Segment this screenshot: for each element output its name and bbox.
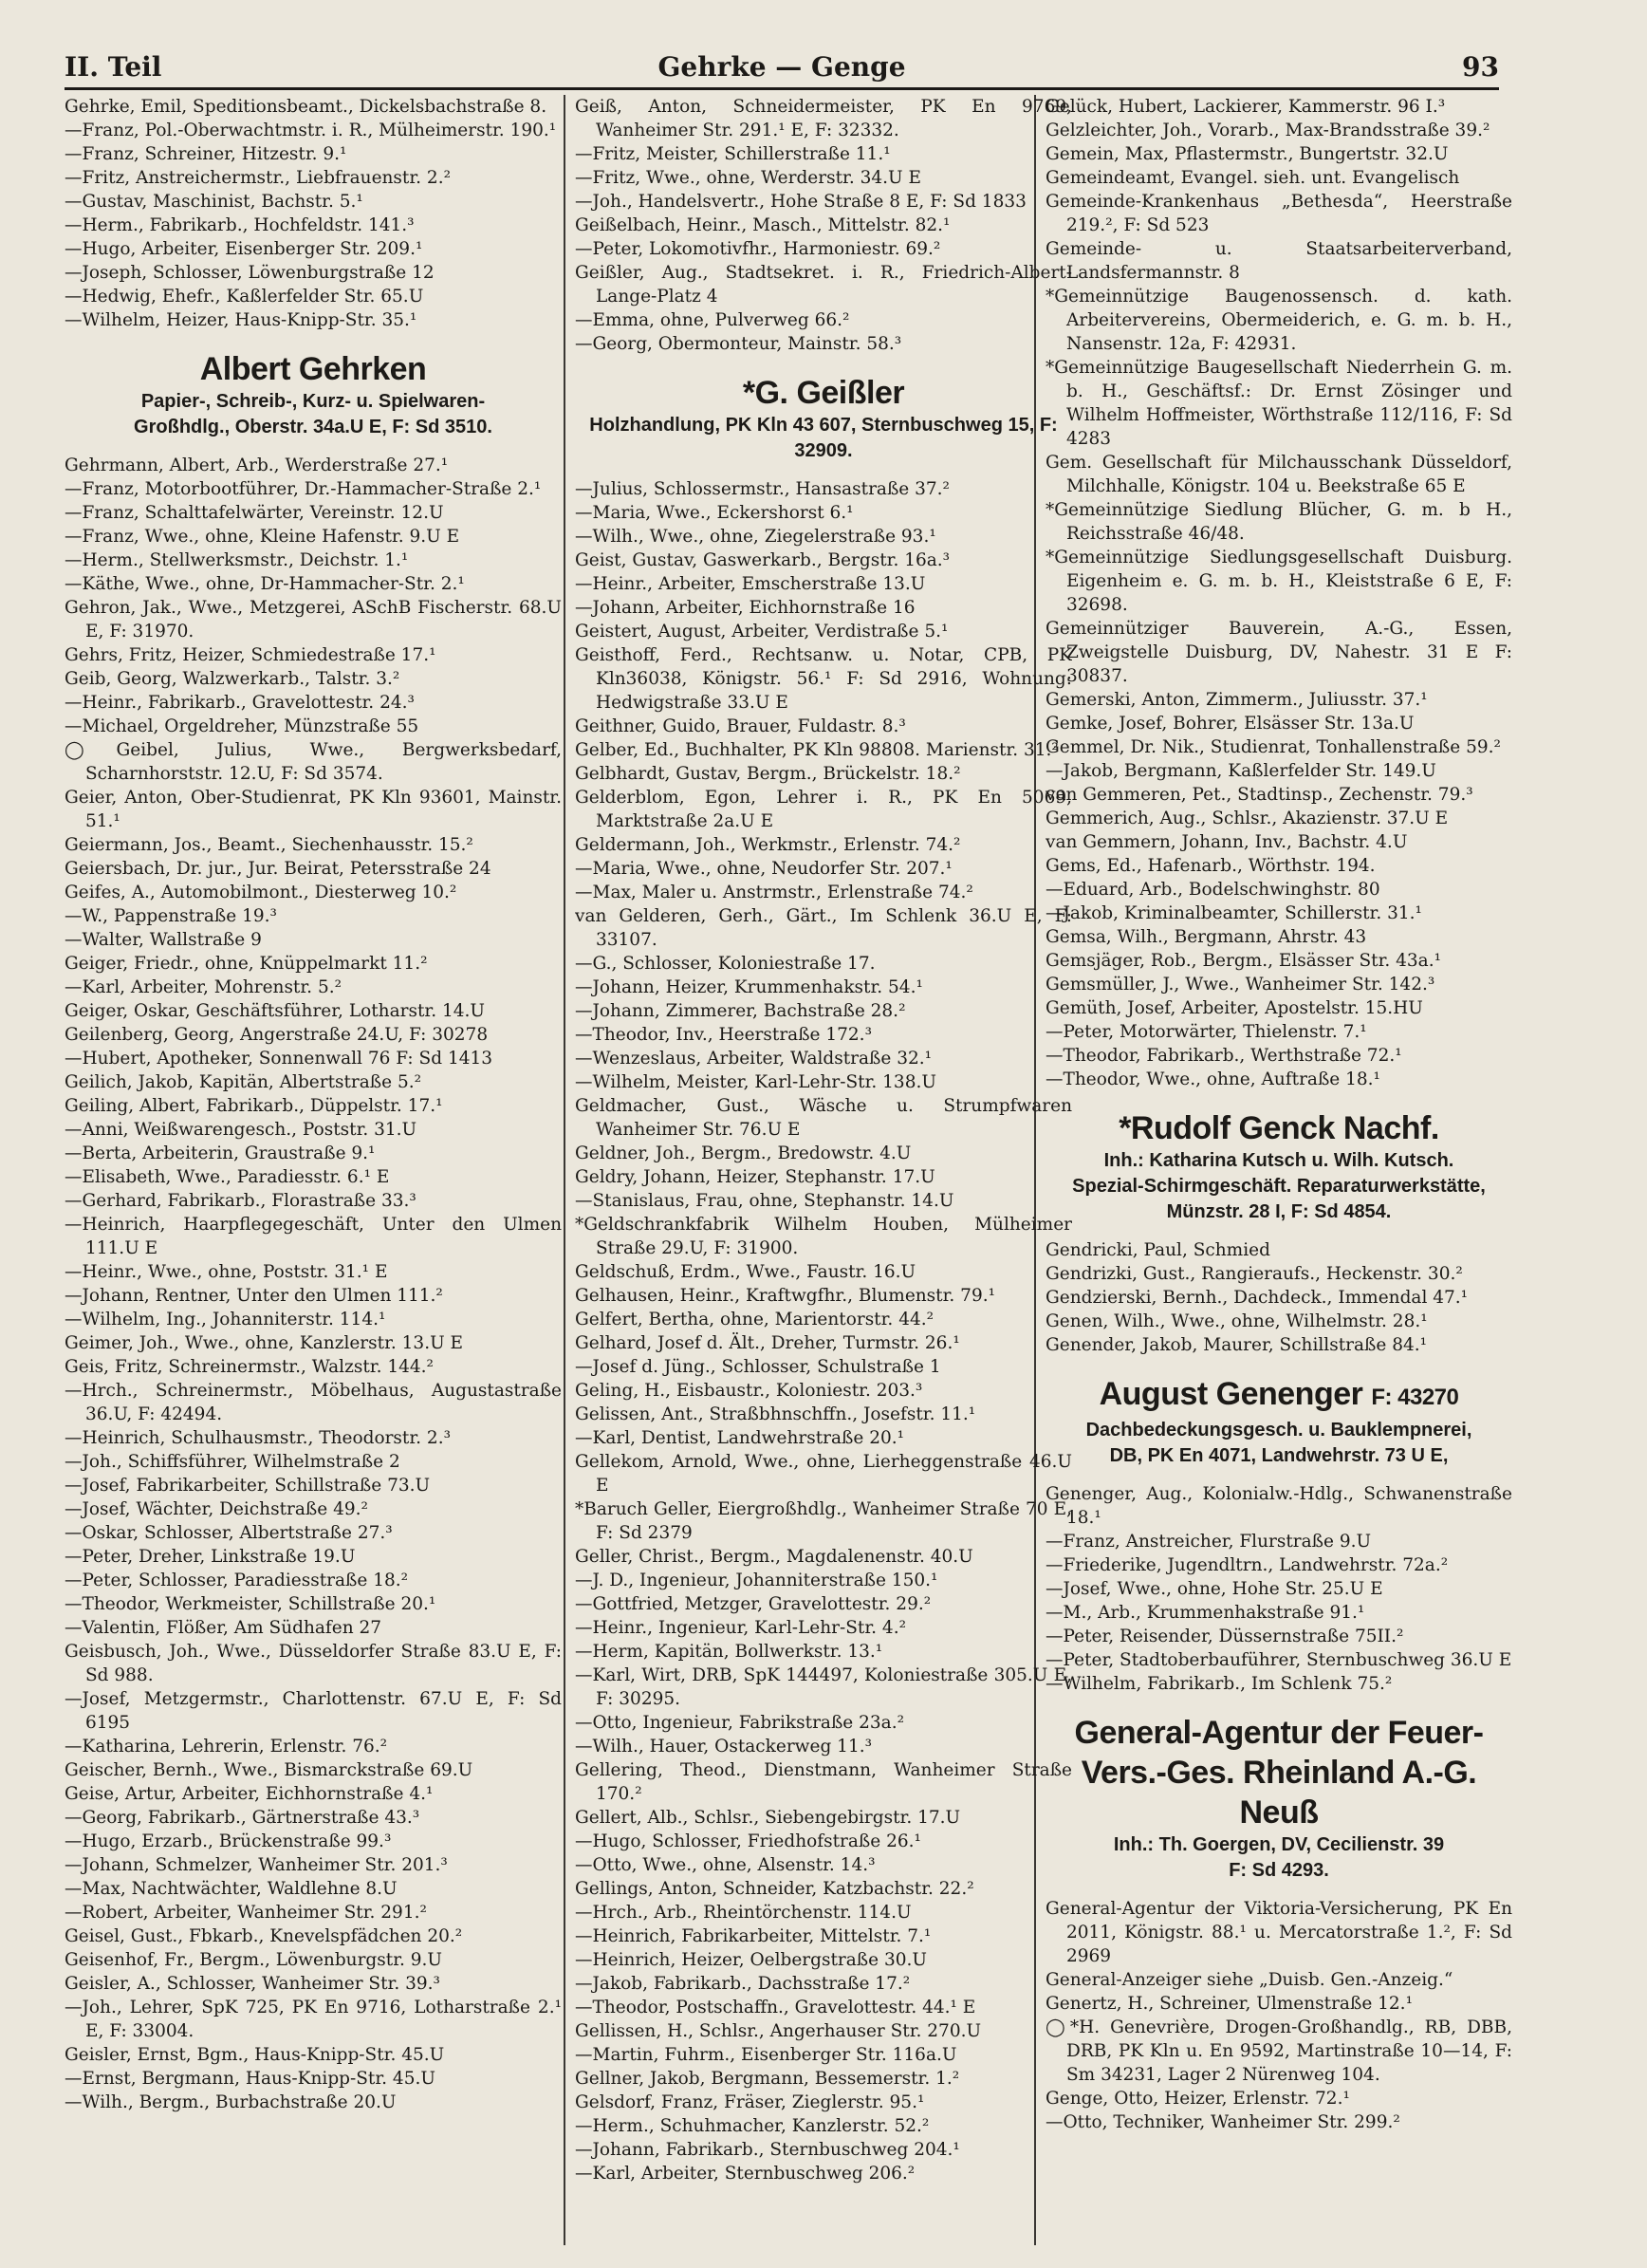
directory-entry: Gehrmann, Albert, Arb., Werderstraße 27.¹ [65,455,449,475]
directory-entry: —Herm, Kapitän, Bollwerkstr. 13.¹ [575,1642,883,1662]
directory-entry: Geisler, A., Schlosser, Wanheimer Str. 39.³ [65,1974,440,1994]
directory-entry: Geilich, Jakob, Kapitän, Albertstraße 5.² [65,1072,422,1092]
directory-entry: —Herm., Stellwerksmstr., Deichstr. 1.¹ [65,550,409,570]
directory-entry: Gehron, Jak., Wwe., Metzgerei, ASchB Fischerstr. 68.U E, F: 31970. [65,598,562,641]
ad-title [575,373,1072,413]
directory-entry: —Karl, Dentist, Landwehrstraße 20.¹ [575,1428,905,1448]
directory-entry: —Otto, Techniker, Wanheimer Str. 299.² [1046,2112,1400,2132]
directory-entry: —Joh., Schiffsführer, Wilhelmstraße 2 [65,1452,400,1472]
directory-entry: —Josef, Wwe., ohne, Hohe Str. 25.U E [1046,1579,1383,1599]
ad-detail-line: Großhdlg., Oberstr. 34a.U E, F: Sd 3510. [134,417,492,437]
directory-entry: —Franz, Wwe., ohne, Kleine Hafenstr. 9.U E [65,527,460,547]
directory-entry: ◯Geibel, Julius, Wwe., Bergwerksbedarf, Scharnhorststr. 12.U, F: Sd 3574. [65,740,562,784]
directory-entry: —Franz, Schreiner, Hitzestr. 9.¹ [65,144,347,164]
directory-entry: —Wilhelm, Ing., Johanniterstr. 114.¹ [65,1310,386,1329]
directory-entry: —Heinrich, Schulhausmstr., Theodorstr. 2.³ [65,1428,451,1448]
column-2 [575,95,1072,2245]
directory-entry: Geifes, A., Automobilmont., Diesterweg 10.² [65,883,457,902]
directory-entry: Gemsjäger, Rob., Bergm., Elsässer Str. 43a.¹ [1046,951,1442,971]
ad-detail-line: DB, PK En 4071, Landwehrstr. 73 U E, [1109,1445,1449,1466]
directory-entry: Geithner, Guido, Brauer, Fuldastr. 8.³ [575,716,906,736]
directory-entry: —Franz, Schalttafelwärter, Vereinstr. 12.U [65,503,444,523]
directory-entry: Geisenhof, Fr., Bergm., Löwenburgstr. 9.U [65,1950,443,1970]
directory-entry: —Heinrich, Haarpflegegeschäft, Unter den Ulmen 111.U E [65,1215,562,1258]
directory-entry: Gelissen, Ant., Straßbhnschffn., Josefstr. 11.¹ [575,1404,976,1424]
directory-entry: Gelbhardt, Gustav, Bergm., Brückelstr. 18.² [575,764,961,784]
directory-entry: van Gemmeren, Pet., Stadtinsp., Zechenstr. 79.³ [1046,785,1473,805]
directory-entry: —Joh., Handelsvertr., Hohe Straße 8 E, F: Sd 1833 [575,192,1027,212]
directory-entry: —Robert, Arbeiter, Wanheimer Str. 291.² [65,1903,427,1923]
directory-entry: —Ernst, Bergmann, Haus-Knipp-Str. 45.U [65,2069,435,2089]
directory-entry: —Peter, Stadtoberbauführer, Sternbuschweg 36.U E [1046,1650,1512,1670]
directory-entry: General-Anzeiger siehe „Duisb. Gen.-Anzeig.“ [1046,1970,1453,1990]
directory-entry: —Otto, Ingenieur, Fabrikstraße 23a.² [575,1713,904,1733]
directory-entry: Geischer, Bernh., Wwe., Bismarckstraße 69.U [65,1760,473,1780]
directory-entry: Genen, Wilh., Wwe., ohne, Wilhelmstr. 28.¹ [1046,1311,1428,1331]
directory-entry: —Josef, Wächter, Deichstraße 49.² [65,1499,368,1519]
directory-entry: —Fritz, Anstreichermstr., Liebfrauenstr. 2.² [65,168,451,188]
directory-entry: ◯*H. Genevrière, Drogen-Großhandlg., RB, DBB, DRB, PK Kln u. En 9592, Martinstraße 10—14, F: Sm 34231, Lager 2 Nürenweg 104. [1046,2017,1512,2085]
directory-entry: Geistert, August, Arbeiter, Verdistraße 5.¹ [575,622,949,641]
directory-entry: —Fritz, Meister, Schillerstraße 11.¹ [575,144,891,164]
directory-entry: Gemsmüller, J., Wwe., Wanheimer Str. 142.³ [1046,975,1435,995]
directory-entry: Gemeindeamt, Evangel. sieh. unt. Evangelisch [1046,168,1460,188]
directory-entry: —Peter, Dreher, Linkstraße 19.U [65,1547,356,1567]
directory-entry: —Wilh., Bergm., Burbachstraße 20.U [65,2092,397,2112]
directory-entry: —M., Arb., Krummenhakstraße 91.¹ [1046,1603,1365,1623]
ad-title [1046,1374,1512,1418]
directory-entry: Gem. Gesellschaft für Milchausschank Düsseldorf, Milchhalle, Königstr. 104 u. Beekstraße 65 E [1046,453,1512,496]
directory-entry: —Karl, Arbeiter, Sternbuschweg 206.² [575,2164,916,2184]
column-1 [65,95,562,2245]
directory-entry: Genenger, Aug., Kolonialw.-Hdlg., Schwanenstraße 18.¹ [1046,1484,1512,1528]
ad-detail-line: Holzhandlung, PK Kln 43 607, Sternbuschweg 15, F: 32909. [589,415,1058,461]
directory-entry: Gelfert, Bertha, ohne, Marientorstr. 44.² [575,1310,935,1329]
directory-entry: —Franz, Anstreicher, Flurstraße 9.U [1046,1532,1372,1552]
directory-entry: *Gemeinnützige Baugenossensch. d. kath. Arbeitervereins, Obermeiderich, e. G. m. b. H., Nansenstr. 12a, F: 42931. [1046,287,1512,354]
directory-entry: Gemein, Max, Pflastermstr., Bungertstr. 32.U [1046,144,1449,164]
ad-phone: F: 43270 [1371,1385,1459,1410]
business-advertisement [1046,1713,1512,1884]
directory-entry: —Wilhelm, Meister, Karl-Lehr-Str. 138.U [575,1072,936,1092]
directory-entry: —Peter, Lokomotivfhr., Harmoniestr. 69.² [575,239,941,259]
ad-business-name: August Genenger [1099,1376,1363,1412]
business-advertisement [575,373,1072,464]
directory-entry: —Herm., Schuhmacher, Kanzlerstr. 52.² [575,2116,930,2136]
ad-title [1046,1713,1512,1832]
directory-entry: Geist, Gustav, Gaswerkarb., Bergstr. 16a.³ [575,550,951,570]
directory-entry: —Anni, Weißwarengesch., Poststr. 31.U [65,1120,417,1140]
directory-entry: *Geldschrankfabrik Wilhelm Houben, Mülheimer Straße 29.U, F: 31900. [575,1215,1072,1258]
directory-entry: —Heinr., Wwe., ohne, Poststr. 31.¹ E [65,1262,388,1282]
directory-entry: Geimer, Joh., Wwe., ohne, Kanzlerstr. 13.U E [65,1333,464,1353]
directory-entry: —Jakob, Bergmann, Kaßlerfelder Str. 149.U [1046,761,1436,781]
directory-entry: —Herm., Fabrikarb., Hochfeldstr. 141.³ [65,215,415,235]
running-head [65,44,1499,90]
directory-entry: —Hubert, Apotheker, Sonnenwall 76 F: Sd 1413 [65,1049,493,1069]
page-number: 93 [1462,51,1499,83]
directory-entry: Geldner, Joh., Bergm., Bredowstr. 4.U [575,1143,912,1163]
directory-entry: —Johann, Arbeiter, Eichhornstraße 16 [575,598,916,618]
directory-entry: —Franz, Pol.-Oberwachtmstr. i. R., Mülheimerstr. 190.¹ [65,121,557,140]
directory-entry: Gelück, Hubert, Lackierer, Kammerstr. 96 I.³ [1046,97,1446,117]
directory-entry: Geiß, Anton, Schneidermeister, PK En 9769, Wanheimer Str. 291.¹ E, F: 32332. [575,97,1072,140]
directory-entry: Geißelbach, Heinr., Masch., Mittelstr. 82.¹ [575,215,951,235]
directory-entry: —Gerhard, Fabrikarb., Florastraße 33.³ [65,1191,416,1211]
directory-entry: —Katharina, Lehrerin, Erlenstr. 76.² [65,1737,388,1757]
directory-entry: Genender, Jakob, Maurer, Schillstraße 84.¹ [1046,1335,1428,1355]
directory-entry: Geisbusch, Joh., Wwe., Düsseldorfer Straße 83.U E, F: Sd 988. [65,1642,562,1685]
directory-entry: —Fritz, Wwe., ohne, Werderstr. 34.U E [575,168,921,188]
directory-entry: —Georg, Fabrikarb., Gärtnerstraße 43.³ [65,1808,420,1828]
directory-entry: —Theodor, Werkmeister, Schillstraße 20.¹ [65,1594,436,1614]
directory-entry: —Karl, Arbeiter, Mohrenstr. 5.² [65,977,342,997]
directory-entry: —Johann, Heizer, Krummenhakstr. 54.¹ [575,977,923,997]
directory-entry: Gems, Ed., Hafenarb., Wörthstr. 194. [1046,856,1376,876]
directory-entry: Gemeinde-Krankenhaus „Bethesda“, Heerstraße 219.², F: Sd 523 [1046,192,1512,235]
directory-entry: Gellissen, H., Schlsr., Angerhauser Str. 270.U [575,2021,982,2041]
directory-entry: —Heinr., Fabrikarb., Gravelottestr. 24.³ [65,693,415,713]
ad-detail-line: Inh.: Th. Goergen, DV, Cecilienstr. 39 [1113,1834,1445,1855]
directory-entry: Gehrke, Emil, Speditionsbeamt., Dickelsbachstraße 8. [65,97,547,117]
directory-entry: —Jakob, Fabrikarb., Dachsstraße 17.² [575,1974,911,1994]
directory-entry: Gendricki, Paul, Schmied [1046,1240,1270,1260]
directory-entry: —Joseph, Schlosser, Löwenburgstraße 12 [65,263,435,283]
directory-entry: —Max, Maler u. Anstrmstr., Erlenstraße 74.² [575,883,973,902]
directory-entry: —Wilh., Hauer, Ostackerweg 11.³ [575,1737,873,1757]
directory-entry: —Theodor, Postschaffn., Gravelottestr. 44.¹ E [575,1998,976,2017]
directory-entry: —Johann, Schmelzer, Wanheimer Str. 201.³ [65,1855,448,1875]
directory-entry: —Johann, Rentner, Unter den Ulmen 111.² [65,1286,443,1306]
directory-entry: —Johann, Fabrikarb., Sternbuschweg 204.¹ [575,2140,960,2160]
directory-entry: Gemke, Josef, Bohrer, Elsässer Str. 13a.U [1046,714,1415,734]
directory-entry: —Georg, Obermonteur, Mainstr. 58.³ [575,334,902,354]
directory-entry: —Josef d. Jüng., Schlosser, Schulstraße 1 [575,1357,941,1377]
directory-entry: —Hrch., Schreinermstr., Möbelhaus, Augustastraße 36.U, F: 42494. [65,1381,562,1424]
ad-business-name: General-Agentur der Feuer-Vers.-Ges. Rheinland A.-G. Neuß [1074,1715,1484,1831]
directory-entry: Genge, Otto, Heizer, Erlenstr. 72.¹ [1046,2089,1350,2109]
ad-detail-line: F: Sd 4293. [1229,1860,1329,1881]
directory-entry: Gelhard, Josef d. Ält., Dreher, Turmstr. 26.¹ [575,1333,960,1353]
directory-entry: —Hugo, Erzarb., Brückenstraße 99.³ [65,1831,392,1851]
ad-business-name: *Rudolf Genck Nachf. [1119,1110,1439,1146]
directory-entry: Gellert, Alb., Schlsr., Siebengebirgstr. 17.U [575,1808,961,1828]
directory-entry: —Jakob, Kriminalbeamter, Schillerstr. 31.¹ [1046,903,1422,923]
directory-entry: —Julius, Schlossermstr., Hansastraße 37.² [575,479,950,499]
directory-entry: Geise, Artur, Arbeiter, Eichhornstraße 4.¹ [65,1784,434,1804]
directory-entry: —Friederike, Jugendltrn., Landwehrstr. 72a.² [1046,1555,1449,1575]
directory-entry: —Martin, Fuhrm., Eisenberger Str. 116a.U [575,2045,957,2065]
ad-detail-line: Spezial-Schirmgeschäft. Reparaturwerkstätte, Münzstr. 28 I, F: Sd 4854. [1072,1176,1486,1222]
directory-entry: Geiger, Oskar, Geschäftsführer, Lotharstr. 14.U [65,1001,485,1021]
directory-entry: Gehrs, Fritz, Heizer, Schmiedestraße 17.¹ [65,645,436,665]
directory-entry: —Heinrich, Fabrikarbeiter, Mittelstr. 7.¹ [575,1926,932,1946]
business-advertisement [1046,1374,1512,1469]
directory-entry: Gelhausen, Heinr., Kraftwgfhr., Blumenstr. 79.¹ [575,1286,996,1306]
directory-entry: Gemeinde- u. Staatsarbeiterverband, Landsfermannstr. 8 [1046,239,1512,283]
directory-entry: —Josef, Metzgermstr., Charlottenstr. 67.U E, F: Sd 6195 [65,1689,562,1733]
directory-entry: Geisel, Gust., Fbkarb., Knevelspfädchen 20.² [65,1926,463,1946]
directory-entry: —Elisabeth, Wwe., Paradiesstr. 6.¹ E [65,1167,390,1187]
directory-entry: van Gelderen, Gerh., Gärt., Im Schlenk 36.U E, F: 33107. [575,906,1072,950]
directory-entry: —Wilh., Wwe., ohne, Ziegelerstraße 93.¹ [575,527,936,547]
directory-entry: Gelderblom, Egon, Lehrer i. R., PK En 5069, Marktstraße 2a.U E [575,788,1072,831]
ad-title [1046,1108,1512,1148]
directory-entry: Geisler, Ernst, Bgm., Haus-Knipp-Str. 45.U [65,2045,445,2065]
directory-entry: —Peter, Motorwärter, Thielenstr. 7.¹ [1046,1022,1367,1042]
directory-entry: —Eduard, Arb., Bodelschwinghstr. 80 [1046,880,1380,900]
directory-entry: Gendrizki, Gust., Rangieraufs., Heckenstr. 30.² [1046,1264,1463,1284]
directory-entry: *Gemeinnützige Siedlung Blücher, G. m. b H., Reichsstraße 46/48. [1046,500,1512,544]
directory-entry: —Stanislaus, Frau, ohne, Stephanstr. 14.U [575,1191,954,1211]
ad-title [65,349,562,389]
directory-entry: General-Agentur der Viktoria-Versicherung, PK En 2011, Königstr. 88.¹ u. Mercatorstraße 1.², F: Sd 2969 [1046,1899,1512,1966]
directory-entry: —Gottfried, Metzger, Gravelottestr. 29.² [575,1594,932,1614]
directory-entry: Geier, Anton, Ober-Studienrat, PK Kln 93601, Mainstr. 51.¹ [65,788,562,831]
directory-entry: —Hugo, Schlosser, Friedhofstraße 26.¹ [575,1831,921,1851]
directory-entry: —J. D., Ingenieur, Johanniterstraße 150.¹ [575,1571,938,1590]
directory-entry: Geldermann, Joh., Werkmstr., Erlenstr. 74.² [575,835,961,855]
directory-entry: —Valentin, Flößer, Am Südhafen 27 [65,1618,382,1638]
directory-entry: —Theodor, Inv., Heerstraße 172.³ [575,1025,872,1045]
directory-entry: —Peter, Reisender, Düssernstraße 75II.² [1046,1627,1404,1646]
directory-entry: —Otto, Wwe., ohne, Alsenstr. 14.³ [575,1855,876,1875]
directory-entry: Gellings, Anton, Schneider, Katzbachstr. 22.² [575,1879,974,1899]
directory-entry: —Karl, Wirt, DRB, SpK 144497, Koloniestraße 305.U E, F: 30295. [575,1665,1072,1709]
directory-entry: —Theodor, Wwe., ohne, Auftraße 18.¹ [1046,1069,1380,1089]
directory-entry: *Gemeinnützige Baugesellschaft Niederrhein G. m. b. H., Geschäftsf.: Dr. Ernst Zösinger und Wilhelm Hoffmeister, Wörthstraße 112/116, F: Sd 4283 [1046,358,1512,449]
directory-entry: —Berta, Arbeiterin, Graustraße 9.¹ [65,1143,376,1163]
directory-entry: —Gustav, Maschinist, Bachstr. 5.¹ [65,192,363,212]
directory-entry: Gellekom, Arnold, Wwe., ohne, Lierheggenstraße 46.U E [575,1452,1072,1496]
directory-entry: Geiling, Albert, Fabrikarb., Düppelstr. 17.¹ [65,1096,443,1116]
directory-entry: —Maria, Wwe., Eckershorst 6.¹ [575,503,854,523]
directory-entry: —Emma, ohne, Pulverweg 66.² [575,310,850,330]
column-divider [564,95,565,2245]
directory-entry: Geldry, Johann, Heizer, Stephanstr. 17.U [575,1167,935,1187]
directory-entry: —Heinrich, Heizer, Oelbergstraße 30.U [575,1950,927,1970]
directory-entry: Geiersbach, Dr. jur., Jur. Beirat, Petersstraße 24 [65,859,491,879]
directory-entry: Geißler, Aug., Stadtsekret. i. R., Friedrich-Albert-Lange-Platz 4 [575,263,1072,307]
ad-detail-line: Dachbedeckungsgesch. u. Bauklempnerei, [1085,1420,1472,1441]
directory-entry: Gellering, Theod., Dienstmann, Wanheimer Straße 170.² [575,1760,1072,1804]
directory-entry: Geiermann, Jos., Beamt., Siechenhausstr. 15.² [65,835,473,855]
directory-entry: —Walter, Wallstraße 9 [65,930,262,950]
directory-entry: Gemsa, Wilh., Bergmann, Ahrstr. 43 [1046,927,1367,947]
directory-entry: Geilenberg, Georg, Angerstraße 24.U, F: 30278 [65,1025,489,1045]
directory-entry: Geller, Christ., Bergm., Magdalenenstr. 40.U [575,1547,973,1567]
directory-entry: —Franz, Motorbootführer, Dr.-Hammacher-Straße 2.¹ [65,479,542,499]
directory-entry: Gemüth, Josef, Arbeiter, Apostelstr. 15.HU [1046,998,1423,1018]
directory-entry: *Gemeinnützige Siedlungsgesellschaft Duisburg. Eigenheim e. G. m. b. H., Kleiststraße 6 E, F: 32698. [1046,548,1512,615]
name-range: Gehrke — Genge [657,51,906,83]
directory-entry: Geiger, Friedr., ohne, Knüppelmarkt 11.² [65,954,428,974]
directory-entry: Genertz, H., Schreiner, Ulmenstraße 12.¹ [1046,1994,1413,2014]
directory-entry: Gemmerich, Aug., Schlsr., Akazienstr. 37.U E [1046,809,1449,828]
directory-entry: Gemeinnütziger Bauverein, A.-G., Essen, Zweigstelle Duisburg, DV, Nahestr. 31 E F: 30837. [1046,619,1512,686]
ad-detail-line: Inh.: Katharina Kutsch u. Wilh. Kutsch. [1103,1150,1454,1171]
ad-detail-line: Papier-, Schreib-, Kurz- u. Spielwaren- [140,391,486,412]
directory-entry: —Maria, Wwe., ohne, Neudorfer Str. 207.¹ [575,859,953,879]
directory-entry: *Baruch Geller, Eiergroßhdlg., Wanheimer Straße 70 E, F: Sd 2379 [575,1499,1072,1543]
directory-entry: —G., Schlosser, Koloniestraße 17. [575,954,876,974]
directory-entry: Geldmacher, Gust., Wäsche u. Strumpfwaren Wanheimer Str. 76.U E [575,1096,1072,1140]
ad-business-name: Albert Gehrken [199,351,427,387]
directory-entry: —Heinr., Ingenieur, Karl-Lehr-Str. 4.² [575,1618,906,1638]
directory-entry: Geling, H., Eisbaustr., Koloniestr. 203.³ [575,1381,923,1401]
directory-entry: Geib, Georg, Walzwerkarb., Talstr. 3.² [65,669,400,689]
ad-business-name: *G. Geißler [742,375,905,411]
directory-entry: —Peter, Schlosser, Paradiesstraße 18.² [65,1571,409,1590]
directory-entry: Geis, Fritz, Schreinermstr., Walzstr. 144.² [65,1357,434,1377]
directory-entry: —Max, Nachtwächter, Waldlehne 8.U [65,1879,398,1899]
directory-entry: van Gemmern, Johann, Inv., Bachstr. 4.U [1046,832,1408,852]
directory-entry: —Theodor, Fabrikarb., Werthstraße 72.¹ [1046,1046,1402,1066]
directory-entry: Geldschuß, Erdm., Wwe., Faustr. 16.U [575,1262,916,1282]
directory-entry: —Joh., Lehrer, SpK 725, PK En 9716, Lotharstraße 2.¹ E, F: 33004. [65,1998,562,2041]
directory-entry: Gellner, Jakob, Bergmann, Bessemerstr. 1.² [575,2069,960,2089]
directory-entry: —Michael, Orgeldreher, Münzstraße 55 [65,716,419,736]
directory-entry: —W., Pappenstraße 19.³ [65,906,277,926]
directory-entry: Gelsdorf, Franz, Fräser, Zieglerstr. 95.¹ [575,2092,925,2112]
directory-entry: —Wilhelm, Fabrikarb., Im Schlenk 75.² [1046,1674,1393,1694]
business-advertisement [1046,1108,1512,1225]
directory-entry: —Wenzeslaus, Arbeiter, Waldstraße 32.¹ [575,1049,933,1069]
directory-entry: —Josef, Fabrikarbeiter, Schillstraße 73.U [65,1476,431,1496]
directory-entry: Gelber, Ed., Buchhalter, PK Kln 98808. Marienstr. 31.² [575,740,1059,760]
directory-entry: Gemerski, Anton, Zimmerm., Juliusstr. 37.¹ [1046,690,1428,710]
directory-entry: Geisthoff, Ferd., Rechtsanw. u. Notar, CPB, PK Kln36038, Königstr. 56.¹ F: Sd 2916, Wohnung: Hedwigstraße 33.U E [575,645,1072,713]
directory-entry: —Hedwig, Ehefr., Kaßlerfelder Str. 65.U [65,287,424,307]
part-label: II. Teil [65,51,162,83]
directory-entry: —Heinr., Arbeiter, Emscherstraße 13.U [575,574,926,594]
directory-entry: Gelzleichter, Joh., Vorarb., Max-Brandsstraße 39.² [1046,121,1490,140]
directory-entry: —Oskar, Schlosser, Albertstraße 27.³ [65,1523,393,1543]
directory-entry: Gendzierski, Bernh., Dachdeck., Immendal 47.¹ [1046,1288,1469,1308]
directory-entry: Gemmel, Dr. Nik., Studienrat, Tonhallenstraße 59.² [1046,737,1501,757]
business-advertisement [65,349,562,440]
directory-entry: —Käthe, Wwe., ohne, Dr-Hammacher-Str. 2.¹ [65,574,465,594]
column-3 [1046,95,1512,2245]
directory-entry: —Johann, Zimmerer, Bachstraße 28.² [575,1001,906,1021]
directory-entry: —Hugo, Arbeiter, Eisenberger Str. 209.¹ [65,239,423,259]
directory-entry: —Wilhelm, Heizer, Haus-Knipp-Str. 35.¹ [65,310,417,330]
directory-entry: —Hrch., Arb., Rheintörchenstr. 114.U [575,1903,912,1923]
